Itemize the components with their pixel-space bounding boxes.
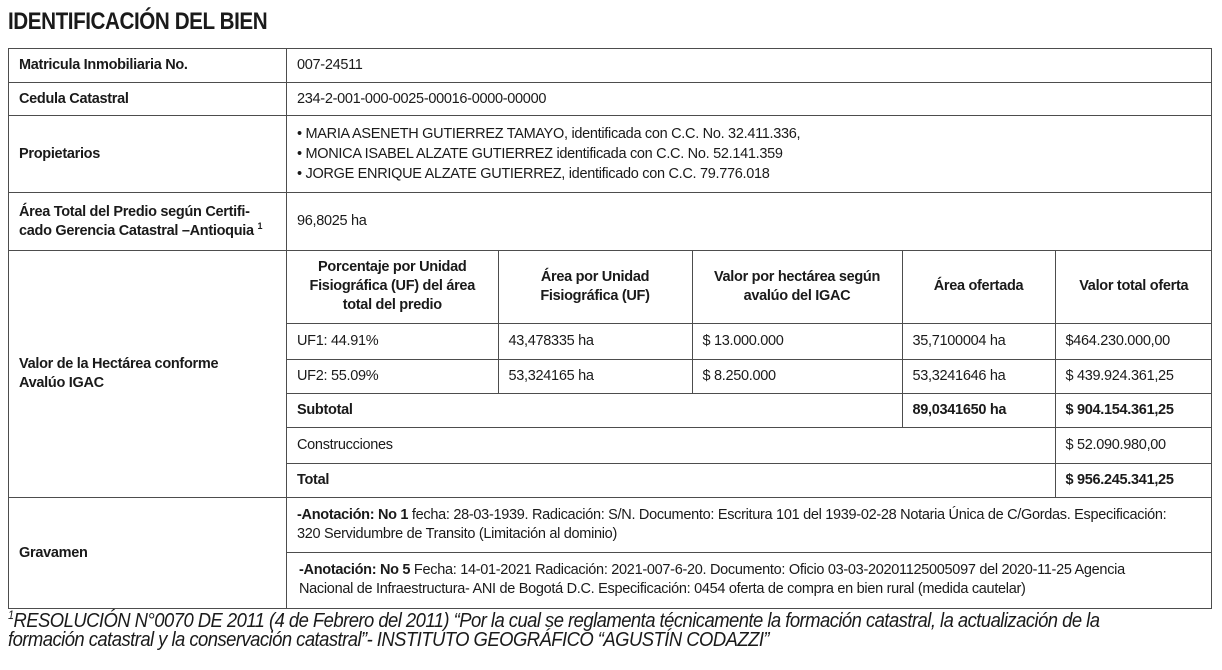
area-total-value: 96,8025 ha: [287, 193, 1212, 251]
cell-area-uf: 43,478335 ha: [498, 323, 692, 359]
cell-area-ofertada: 35,7100004 ha: [902, 323, 1055, 359]
propietarios-list: [287, 116, 1212, 193]
subtotal-area: 89,0341650 ha: [902, 393, 1055, 427]
cell-porcentaje: UF1: 44.91%: [287, 323, 498, 359]
gravamen-table: [287, 499, 1211, 608]
footnote-line1: RESOLUCIÓN N°0070 DE 2011 (4 de Febrero del 2011) “Por la cual se reglamenta técnicamente la formación catastral, la actualización de la: [13, 609, 1100, 632]
cell-valor-total: $ 439.924.361,25: [1055, 359, 1212, 393]
header-porcentaje: Porcentaje por Unidad Fisiográfica (UF) del área total del predio: [287, 251, 498, 323]
construcciones-label: Construcciones: [287, 427, 1055, 463]
matricula-value: 007-24511: [287, 49, 1212, 83]
cedula-value: 234-2-001-000-0025-00016-0000-00000: [287, 83, 1212, 116]
total-label: Total: [287, 463, 1055, 497]
construcciones-row: [287, 427, 1212, 463]
section-title: IDENTIFICACIÓN DEL BIEN: [8, 8, 268, 35]
footnote-line2: formación catastral y la conservación catastral”- INSTITUTO GEOGRÁFICO “AGUSTÍN CODAZZI”: [8, 628, 770, 651]
footnote: [8, 608, 1100, 651]
valuation-header-row: [287, 251, 1212, 323]
subtotal-row: [287, 393, 1212, 427]
header-area-ofertada: Área ofertada: [902, 251, 1055, 323]
cedula-row: [9, 83, 1212, 116]
owner-item: • MONICA ISABEL ALZATE GUTIERREZ identificada con C.C. No. 52.141.359: [297, 146, 783, 162]
anotacion-row: [287, 553, 1211, 608]
area-total-label: Área Total del Predio según Certifi- cado Gerencia Catastral –Antioquia $^1$: [9, 193, 287, 251]
propietarios-row: [9, 116, 1212, 193]
gravamen-label: Gravamen: [9, 498, 287, 609]
header-area-uf: Área por Unidad Fisiográfica (UF): [498, 251, 692, 323]
owner-item: • JORGE ENRIQUE ALZATE GUTIERREZ, identificado con C.C. 79.776.018: [297, 166, 770, 182]
valor-row: [9, 251, 1212, 498]
matricula-label: Matricula Inmobiliaria No.: [9, 49, 287, 83]
cell-area-ofertada: 53,3241646 ha: [902, 359, 1055, 393]
footnote-number: 1: [8, 608, 14, 623]
table-row: [287, 323, 1212, 359]
cedula-label: Cedula Catastral: [9, 83, 287, 116]
anotacion-1: -Anotación: No 1 fecha: 28-03-1939. Radicación: S/N. Documento: Escritura 101 del 1939-02-28 Notaria Única de C/Gordas. Especificación: 320 Servidumbre de Transito (Limitación al dominio): [287, 499, 1211, 553]
anotacion-row: [287, 499, 1211, 553]
area-total-row: [9, 193, 1212, 251]
propietarios-label: Propietarios: [9, 116, 287, 193]
construcciones-valor: $ 52.090.980,00: [1055, 427, 1212, 463]
owner-item: • MARIA ASENETH GUTIERREZ TAMAYO, identificada con C.C. No. 32.411.336,: [297, 126, 801, 142]
subtotal-valor: $ 904.154.361,25: [1055, 393, 1212, 427]
property-identification-table: [8, 48, 1212, 609]
subtotal-label: Subtotal: [287, 393, 902, 427]
footnote-ref: 1: [257, 220, 263, 231]
header-valor-total: Valor total oferta: [1055, 251, 1212, 323]
cell-valor-ha: $ 13.000.000: [692, 323, 902, 359]
matricula-row: [9, 49, 1212, 83]
total-row: [287, 463, 1212, 497]
cell-porcentaje: UF2: 55.09%: [287, 359, 498, 393]
valuation-table: [287, 251, 1212, 497]
cell-valor-ha: $ 8.250.000: [692, 359, 902, 393]
total-valor: $ 956.245.341,25: [1055, 463, 1212, 497]
valor-label: Valor de la Hectárea conforme Avalúo IGAC: [9, 251, 287, 498]
gravamen-row: [9, 498, 1212, 609]
header-valor-ha: Valor por hectárea según avalúo del IGAC: [692, 251, 902, 323]
cell-area-uf: 53,324165 ha: [498, 359, 692, 393]
anotacion-5: -Anotación: No 5 Fecha: 14-01-2021 Radicación: 2021-007-6-20. Documento: Oficio 03-03-20201125005097 del 2020-11-25 Agencia Nacional de Infraestructura- ANI de Bogotá D.C. Especificación: 0454 oferta de compra en bien rural (medida cautelar): [287, 553, 1211, 608]
cell-valor-total: $464.230.000,00: [1055, 323, 1212, 359]
table-row: [287, 359, 1212, 393]
